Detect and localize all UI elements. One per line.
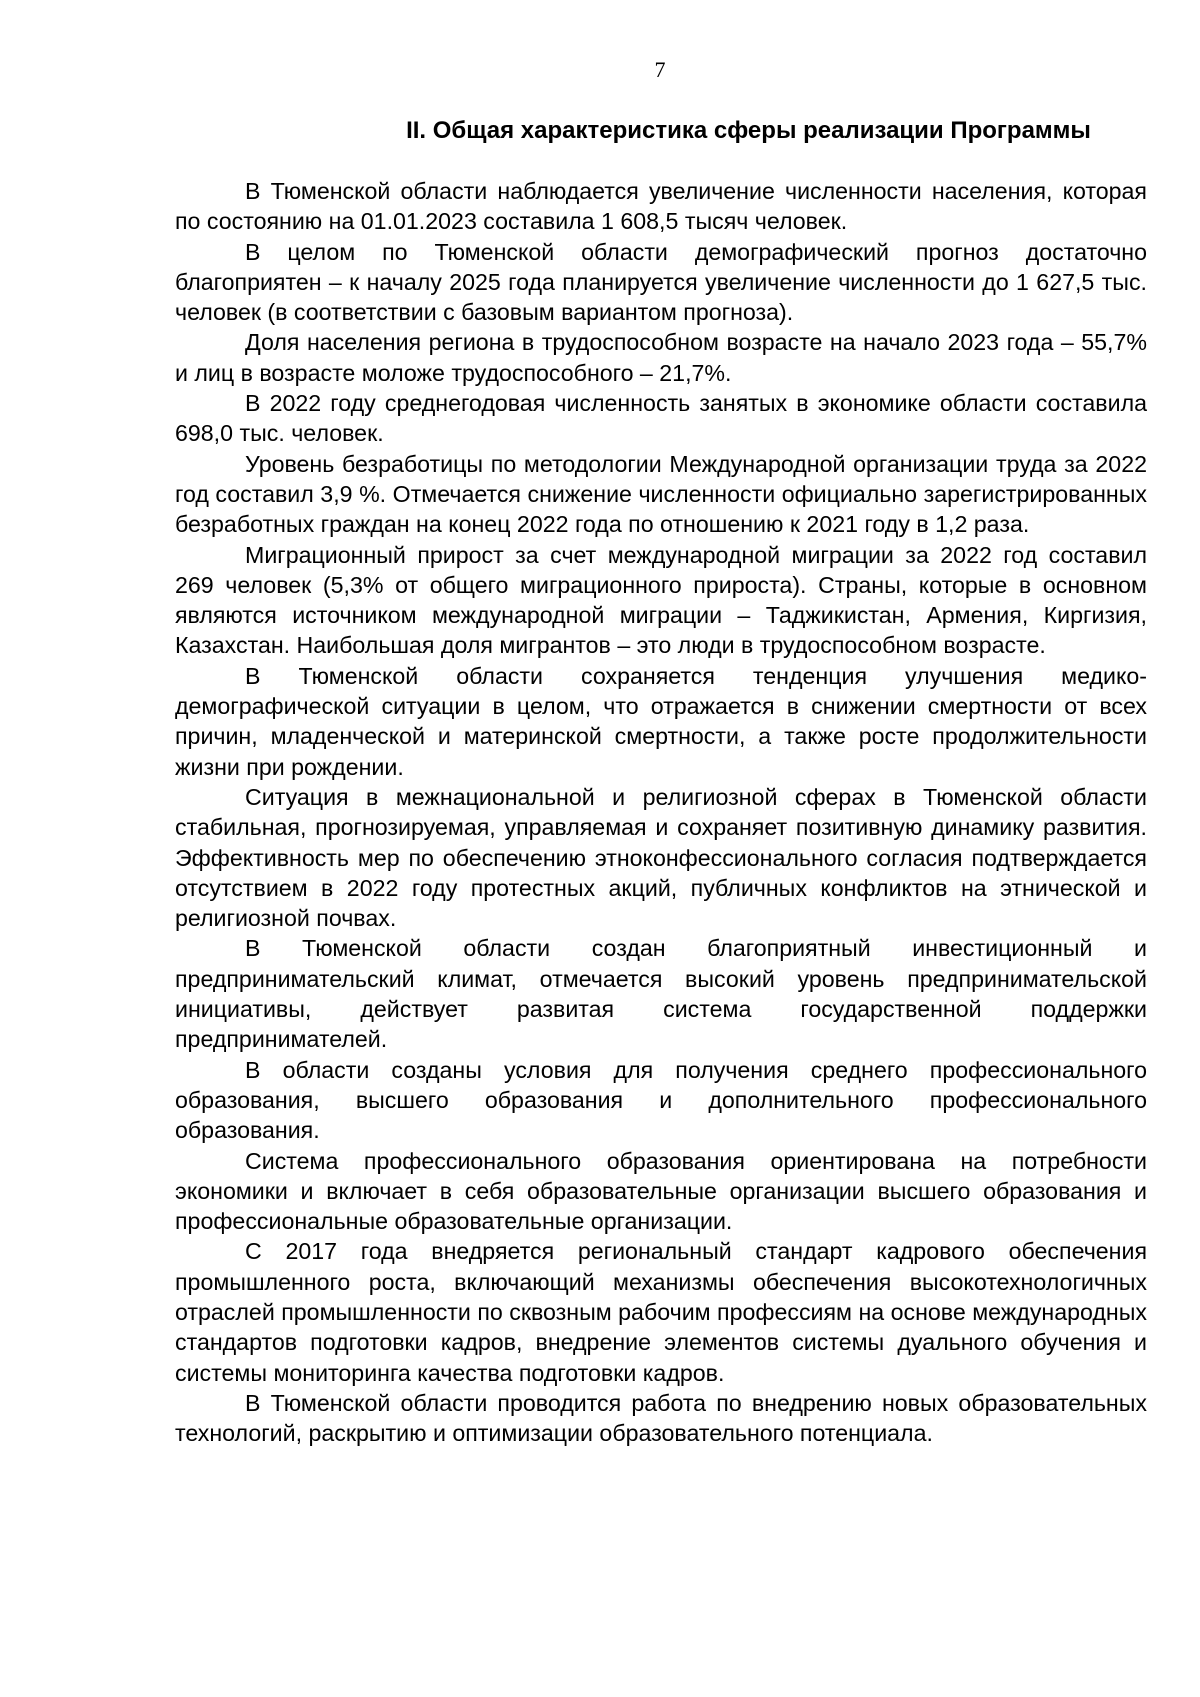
paragraph: В целом по Тюменской области демографический прогноз достаточно благоприятен – к началу 2025 года планируется увеличение численности до 1 627,5 тыс. человек (в соответствии с базовым вариантом прогноза). xyxy=(175,238,1147,326)
paragraph: Доля населения региона в трудоспособном возрасте на начало 2023 года – 55,7% и лиц в возрасте моложе трудоспособного – 21,7%. xyxy=(175,329,1147,386)
paragraph: В Тюменской области наблюдается увеличение численности населения, которая по состоянию на 01.01.2023 составила 1 608,5 тысяч человек. xyxy=(175,178,1147,235)
paragraph: В Тюменской области проводится работа по внедрению новых образовательных технологий, раскрытию и оптимизации образовательного потенциала. xyxy=(175,1389,1147,1447)
paragraph: В области созданы условия для получения среднего профессионального образования, высшего образования и дополнительного профессионального образования. xyxy=(175,1056,1147,1144)
paragraph: Уровень безработицы по методологии Международной организации труда за 2022 год составил 3,9 %. Отмечается снижение численности официально зарегистрированных безработных граждан на конец 2022 года по отношению к 2021 году в 1,2 раза. xyxy=(175,450,1147,538)
paragraph: В 2022 году среднегодовая численность занятых в экономике области составила 698,0 тыс. человек. xyxy=(175,390,1147,447)
paragraph: Система профессионального образования ориентирована на потребности экономики и включает в себя образовательные организации высшего образования и профессиональные образовательные организации. xyxy=(175,1147,1147,1235)
paragraph: В Тюменской области создан благоприятный инвестиционный и предпринимательский климат, отмечается высокий уровень предпринимательской инициативы, действует развитая система государственной поддержки предпринимателей. xyxy=(175,935,1147,1053)
page-number: 7 xyxy=(654,57,666,82)
paragraph: В Тюменской области сохраняется тенденция улучшения медико-демографической ситуации в целом, что отражается в снижении смертности от всех причин, младенческой и материнской смертности, а также росте продолжительности жизни при рождении. xyxy=(175,662,1147,780)
body-text xyxy=(175,176,1147,1448)
section-heading: II. Общая характеристика сферы реализации Программы xyxy=(406,117,1091,144)
paragraph: Ситуация в межнациональной и религиозной сферах в Тюменской области стабильная, прогнозируемая, управляемая и сохраняет позитивную динамику развития. Эффективность мер по обеспечению этноконфессионального согласия подтверждается отсутствием в 2022 году протестных акций, публичных конфликтов на этнической и религиозной почвах. xyxy=(175,783,1147,932)
paragraph: Миграционный прирост за счет международной миграции за 2022 год составил 269 человек (5,3% от общего миграционного прироста). Страны, которые в основном являются источником международной миграции – Таджикистан, Армения, Киргизия, Казахстан. Наибольшая доля мигрантов – это люди в трудоспособном возрасте. xyxy=(175,541,1147,659)
paragraph: С 2017 года внедряется региональный стандарт кадрового обеспечения промышленного роста, включающий механизмы обеспечения высокотехнологичных отраслей промышленности по сквозным рабочим профессиям на основе международных стандартов подготовки кадров, внедрение элементов системы дуального обучения и системы мониторинга качества подготовки кадров. xyxy=(175,1238,1147,1386)
